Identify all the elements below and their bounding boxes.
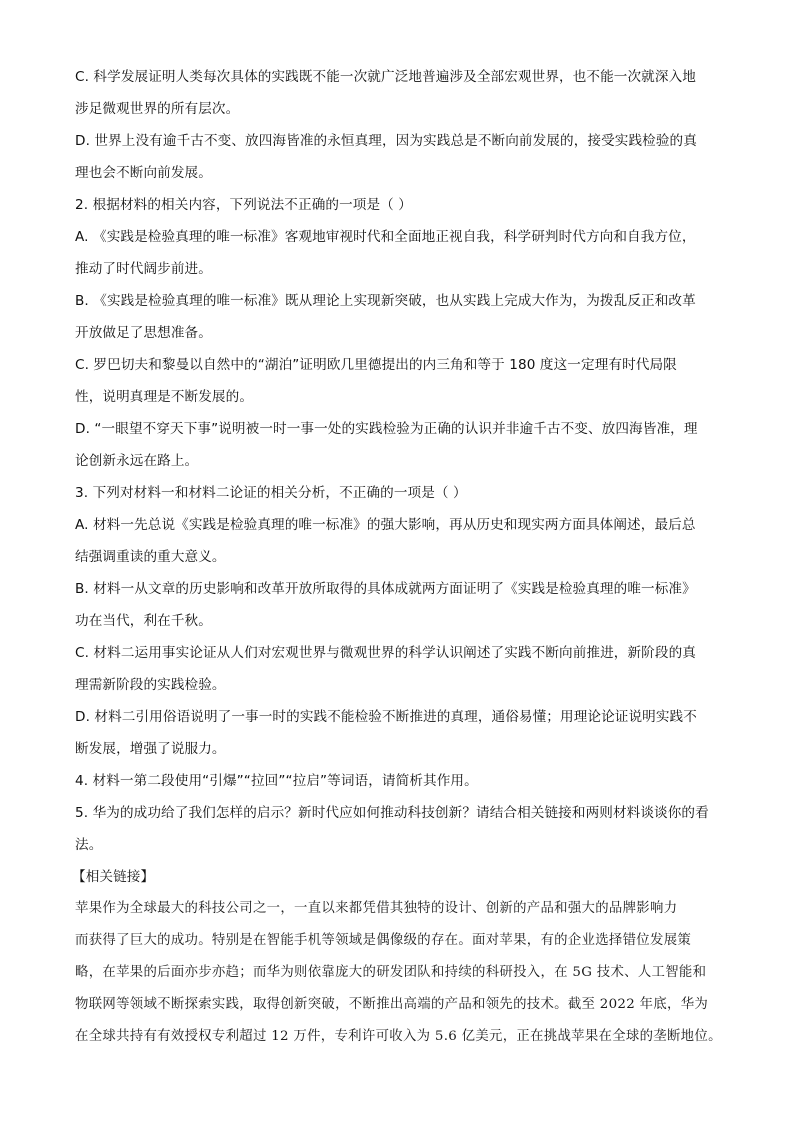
q2-option-b-line-1: B. 《实践是检验真理的唯一标准》既从理论上实现新突破，也从实践上完成大作为，为拨乱反正和改革 xyxy=(75,293,696,309)
q2-option-a-line-2: 推动了时代阔步前进。 xyxy=(75,261,212,277)
q3-option-d-line-1: D. 材料二引用俗语说明了一事一时的实践不能检验不断推进的真理，通俗易懂；用理论论证说明实践不 xyxy=(75,709,697,725)
q2-option-d-line-1: D. “一眼望不穿天下事”说明被一时一事一处的实践检验为正确的认识并非逾千古不变、放四海皆准，理 xyxy=(75,421,698,437)
question-4: 4. 材料一第二段使用“引爆”“拉回”“拉启”等词语，请简析其作用。 xyxy=(75,773,478,789)
related-link-line-3: 略，在苹果的后面亦步亦趋；而华为则依靠庞大的研发团队和持续的科研投入，在 5G 技术、人工智能和 xyxy=(75,965,707,980)
q3-option-c-line-1: C. 材料二运用事实论证从人们对宏观世界与微观世界的科学认识阐述了实践不断向前推进，新阶段的真 xyxy=(75,645,696,661)
related-link-line-1: 苹果作为全球最大的科技公司之一，一直以来都凭借其独特的设计、创新的产品和强大的品牌影响力 xyxy=(75,901,678,916)
option-c-line-1: C. 科学发展证明人类每次具体的实践既不能一次就广泛地普遍涉及全部宏观世界，也不能一次就深入地 xyxy=(75,69,696,85)
related-link-heading: 【相关链接】 xyxy=(72,869,155,885)
q3-option-b-line-2: 功在当代，利在千秋。 xyxy=(75,613,212,629)
related-link-line-4: 物联网等领域不断探索实践，取得创新突破，不断推出高端的产品和领先的技术。截至 2022 年底，华为 xyxy=(75,997,709,1012)
question-5-line-2: 法。 xyxy=(75,837,103,853)
option-d-line-1: D. 世界上没有逾千古不变、放四海皆准的永恒真理，因为实践总是不断向前发展的，接受实践检验的真 xyxy=(75,133,697,149)
option-c-line-2: 涉足微观世界的所有层次。 xyxy=(75,101,240,117)
q2-option-d-line-2: 论创新永远在路上。 xyxy=(75,453,199,469)
q3-option-a-line-2: 结强调重读的重大意义。 xyxy=(75,549,226,565)
q3-option-b-line-1: B. 材料一从文章的历史影响和改革开放所取得的具体成就两方面证明了《实践是检验真理的唯一标准》 xyxy=(75,581,696,597)
question-5-line-1: 5. 华为的成功给了我们怎样的启示？新时代应如何推动科技创新？请结合相关链接和两则材料谈谈你的看 xyxy=(75,805,709,821)
question-3: 3. 下列对材料一和材料二论证的相关分析，不正确的一项是（ ） xyxy=(75,485,467,501)
q2-option-c-line-2: 性，说明真理是不断发展的。 xyxy=(75,389,254,405)
q3-option-c-line-2: 理需新阶段的实践检验。 xyxy=(75,677,226,693)
question-2: 2. 根据材料的相关内容，下列说法不正确的一项是（ ） xyxy=(75,197,412,213)
q3-option-a-line-1: A. 材料一先总说《实践是检验真理的唯一标准》的强大影响，再从历史和现实两方面具体阐述，最后总 xyxy=(75,517,696,533)
q2-option-c-line-1: C. 罗巴切夫和黎曼以自然中的“湖泊”证明欧几里德提出的内三角和等于 180 度这一定理有时代局限 xyxy=(75,357,677,373)
q3-option-d-line-2: 断发展，增强了说服力。 xyxy=(75,741,226,757)
option-d-line-2: 理也会不断向前发展。 xyxy=(75,165,212,181)
q2-option-b-line-2: 开放做足了思想准备。 xyxy=(75,325,212,341)
q2-option-a-line-1: A. 《实践是检验真理的唯一标准》客观地审视时代和全面地正视自我，科学研判时代方向和自我方位， xyxy=(75,229,696,245)
related-link-line-5: 在全球共持有有效授权专利超过 12 万件，专利许可收入为 5.6 亿美元，正在挑战苹果在全球的垄断地位。 xyxy=(75,1029,722,1044)
related-link-line-2: 而获得了巨大的成功。特别是在智能手机等领域是偶像级的存在。面对苹果，有的企业选择错位发展策 xyxy=(75,933,692,948)
